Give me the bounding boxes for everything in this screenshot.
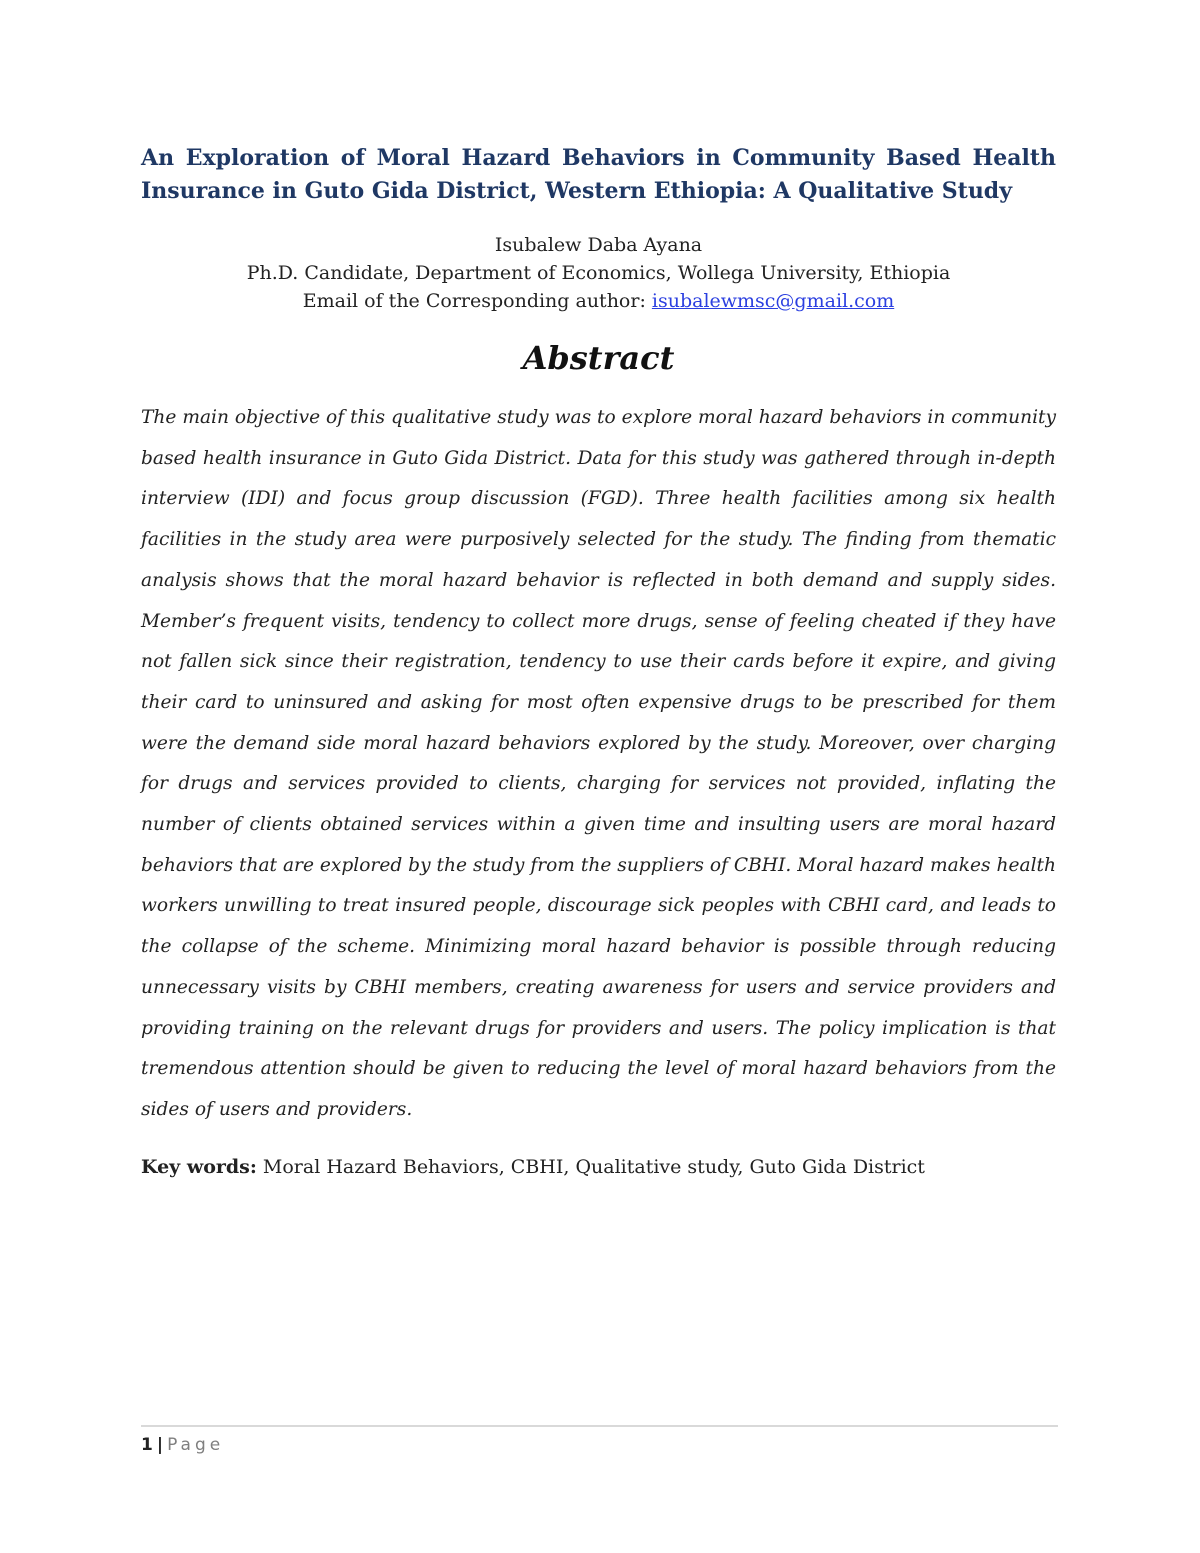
footer-separator: | (156, 1435, 164, 1455)
abstract-heading: Abstract (522, 339, 675, 377)
footer-divider (141, 1425, 1058, 1427)
paper-title: An Exploration of Moral Hazard Behaviors in Community Based Health Insurance in Guto Gida District, Western Ethiopia: A Qualitative Study (141, 145, 1056, 204)
keywords-line (141, 1153, 1056, 1181)
keywords-label: Key words: (141, 1156, 257, 1178)
keywords-text: Moral Hazard Behaviors, CBHI, Qualitative study, Guto Gida District (256, 1156, 925, 1178)
page-word: Page (167, 1435, 225, 1455)
author-block (141, 231, 1056, 315)
author-name: Isubalew Daba Ayana (494, 234, 703, 256)
page-number: 1 (141, 1435, 153, 1455)
author-affiliation: Ph.D. Candidate, Department of Economics, Wollega University, Ethiopia (246, 262, 951, 284)
page-footer (141, 1433, 224, 1457)
email-link[interactable]: isubalewmsc@gmail.com (651, 290, 895, 312)
author-email-line (141, 287, 1056, 315)
abstract-text: The main objective of this qualitative study was to explore moral hazard behaviors in community based health insurance in Guto Gida District. Data for this study was gathered through in-depth interview (IDI) and focus group discussion (FGD). Three health facilities among six health facilities in the study area were purposively selected for the study. The finding from thematic analysis shows that the moral hazard behavior is reflected in both demand and supply sides. Member’s frequent visits, tendency to collect more drugs, sense of feeling cheated if they have not fallen sick since their registration, tendency to use their cards before it expire, and giving their card to uninsured and asking for most often expensive drugs to be prescribed for them were the demand side moral hazard behaviors explored by the study. Moreover, over charging for drugs and services provided to clients, charging for services not provided, inflating the number of clients obtained services within a given time and insulting users are moral hazard behaviors that are explored by the study from the suppliers of CBHI. Moral hazard makes health workers unwilling to treat insured people, discourage sick peoples with CBHI card, and leads to the collapse of the scheme. Minimizing moral hazard behavior is possible through reducing unnecessary visits by CBHI members, creating awareness for users and service providers and providing training on the relevant drugs for providers and users. The policy implication is that tremendous attention should be given to reducing the level of moral hazard behaviors from the sides of users and providers. (141, 407, 1056, 1120)
email-label: Email of the Corresponding author: (302, 290, 652, 312)
